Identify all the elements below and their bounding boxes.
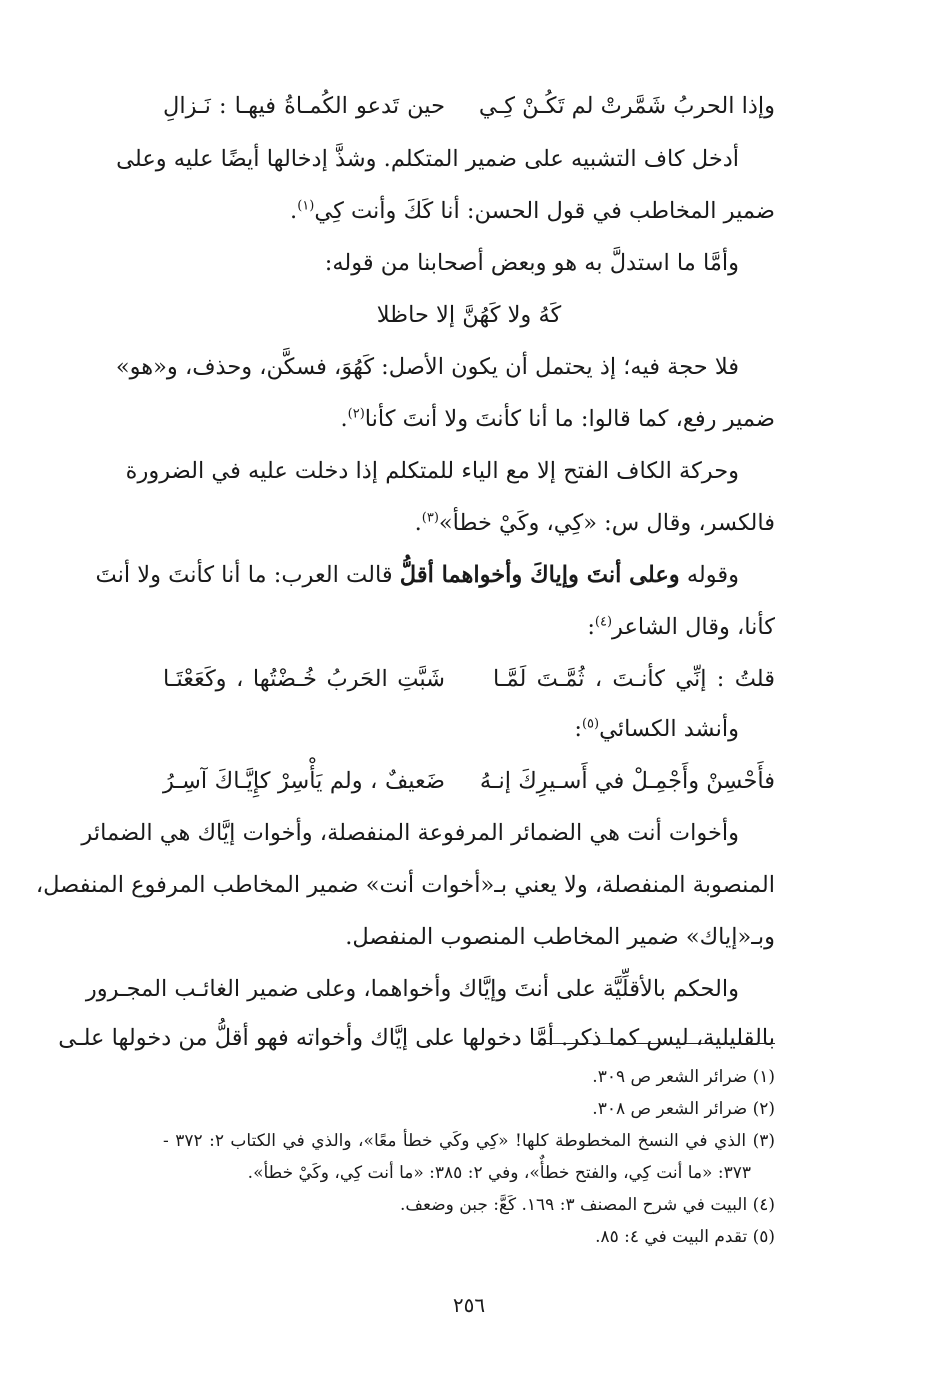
text-line: وبـ«إياك» ضمير المخاطب المنصوب المنفصل.: [345, 924, 775, 950]
footnote: (٣) الذي في النسخ المخطوطة كلها! «كِي وكَي خطأ معًا»، والذي في الكتاب ٢: ٣٧٢ -: [163, 1131, 776, 1151]
text-segment: ضمير رفع، كما قالوا: ما أنا كأنتَ ولا أنتَ كأنا: [364, 406, 775, 432]
footnote: (١) ضرائر الشعر ص ٣٠٩.: [592, 1067, 775, 1087]
text-line: المنصوبة المنفصلة، ولا يعني بـ«أخوات أنت» ضمير المخاطب المرفوع المنفصل،: [35, 872, 775, 898]
text-segment: قالت العرب: ما أنا كأنتَ ولا أنتَ: [95, 562, 400, 588]
quoted-matn-text: وعلى أنتَ وإياكَ وأخواهما أقلُّ: [399, 562, 680, 588]
text-line: بالقليلية، ليس كما ذكر. أمَّا دخولها على إيَّاك وأخواته فهو أقلُّ من دخولها علـى: [58, 1025, 775, 1051]
text-line: أدخل كاف التشبيه على ضمير المتكلم. وشذَّ إدخالها أيضًا عليه وعلى: [116, 146, 739, 172]
text-line: فلا حجة فيه؛ إذ يحتمل أن يكون الأصل: كَهُوَ، فسكَّن، وحذف، و«هو»: [115, 354, 739, 380]
footnote-continuation: ٣٧٣: «ما أنت كِي، والفتح خطأٌ»، وفي ٢: ٣٨٥: «ما أنت كِي، وكَيْ خطأ».: [247, 1163, 751, 1183]
text-line: وأمَّا ما استدلَّ به هو وبعض أصحابنا من قوله:: [324, 250, 739, 276]
punctuation: .: [340, 406, 348, 432]
poetry-verse: [163, 80, 775, 132]
text-line: [163, 497, 775, 549]
text-line: [163, 703, 775, 755]
text-segment: كأنا، وقال الشاعر: [612, 614, 775, 640]
verse-second-hemistich: ضَعيفٌ ، ولم يَأْسِرْ كإِيَّـاكَ آسِـرُ: [163, 768, 445, 794]
text-line: [163, 393, 775, 445]
text-line: [163, 185, 775, 237]
text-line: والحكم بالأقلِّيَّة على أنتَ وإيَّاك وأخواهما، وعلى ضمير الغائـب المجـرور: [85, 976, 739, 1002]
verse-second-hemistich: شَبَّتِ الحَربُ خُـضْتُها ، وكَعَعْتَـا: [163, 666, 445, 692]
text-line: وأخوات أنت هي الضمائر المرفوعة المنفصلة، وأخوات إيَّاك هي الضمائر: [81, 820, 739, 846]
page-number: ٢٥٦: [452, 1293, 486, 1317]
verse-first-hemistich: وإذا الحربُ شَمَّرتْ لم تَكُـنْ كِـي: [478, 93, 775, 119]
footnote-reference: (٤): [594, 614, 613, 630]
text-segment: وقوله: [679, 562, 739, 588]
verse-second-hemistich: حين تَدعو الكُمـاةُ فيهـا : نَـزالِ: [163, 93, 445, 119]
text-segment: وأنشد الكسائي: [599, 716, 739, 742]
footnote-reference: (٣): [421, 510, 439, 526]
text-line: وحركة الكاف الفتح إلا مع الياء للمتكلم إذا دخلت عليه في الضرورة: [125, 458, 739, 484]
punctuation: .: [414, 510, 422, 536]
poetry-verse: [163, 653, 775, 705]
poetry-verse: [163, 755, 775, 807]
text-segment: فالكسر، وقال س: «كِي، وكَيْ خطأ»: [438, 510, 775, 536]
footnote-reference: (٥): [581, 716, 600, 732]
punctuation: :: [587, 614, 595, 640]
footnote-reference: (٢): [347, 406, 365, 422]
footnote: (٢) ضرائر الشعر ص ٣٠٨.: [592, 1099, 775, 1119]
verse-first-hemistich: قلتُ : إنِّي كأنـتَ ، ثُمَّـتَ لَمَّـا: [493, 666, 775, 692]
text-line: [95, 549, 775, 601]
punctuation: .: [290, 198, 298, 224]
footnote: (٤) البيت في شرح المصنف ٣: ١٦٩. كَعَّ: جبن وضعف.: [400, 1195, 775, 1215]
text-line: [163, 601, 775, 653]
footnote-reference: (١): [297, 198, 315, 214]
verse-first-hemistich: فأَحْسِنْ وأَجْمِـلْ في أَسـيرِكَ إنـهُ: [479, 768, 775, 794]
footnote: (٥) تقدم البيت في ٤: ٨٥.: [595, 1227, 775, 1247]
punctuation: :: [574, 716, 582, 742]
footnote-separator: [540, 1043, 775, 1044]
text-segment: ضمير المخاطب في قول الحسن: أنا كَكَ وأنت كِي: [314, 198, 775, 224]
poetry-verse: كَهُ ولا كَهُنَّ إلا حاظلا: [376, 302, 562, 328]
